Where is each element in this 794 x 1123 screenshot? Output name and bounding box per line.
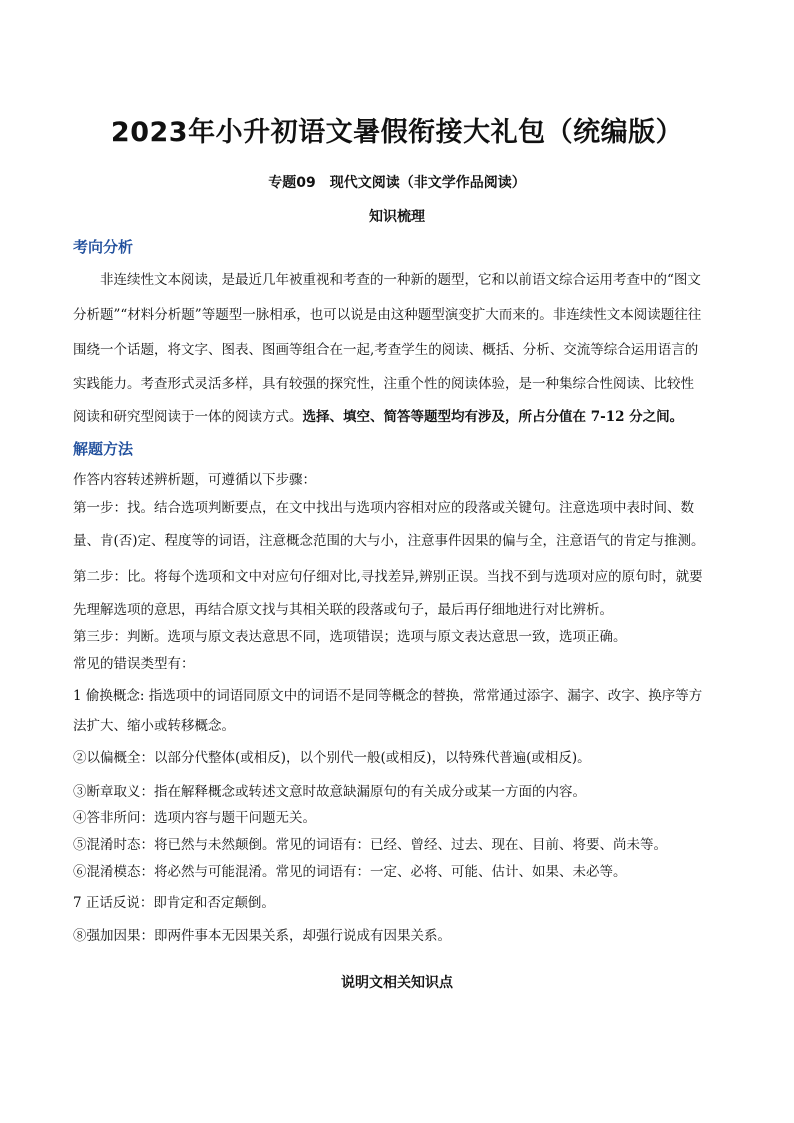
error-type-item: ⑥混淆模态：将必然与可能混淆。常见的词语有：一定、必将、可能、估计、如果、未必等。	[73, 864, 627, 880]
paragraph-line: 分析题”“材料分析题”等题型一脉相承，也可以说是由这种题型演变扩大而来的。非连续性文本阅读题往往	[73, 307, 702, 323]
error-type-item: 法扩大、缩小或转移概念。	[73, 718, 235, 734]
knowledge-heading: 知识梳理	[369, 209, 425, 225]
method-line: 第三步：判断。选项与原文表达意思不同，选项错误；选项与原文表达意思一致，选项正确。	[73, 629, 627, 645]
document-subtitle: 专题09 现代文阅读（非文学作品阅读）	[268, 175, 526, 191]
method-line: 第一步：找。结合选项判断要点，在文中找出与选项内容相对应的段落或关键句。注意选项中表时间、数	[73, 500, 694, 516]
section-heading-analysis: 考向分析	[73, 238, 134, 256]
method-line: 量、肯(否)定、程度等的词语，注意概念范围的大与小，注意事件因果的偏与全，注意语气的肯定与推测。	[73, 533, 705, 549]
paragraph-line: 非连续性文本阅读，是最近几年被重视和考查的一种新的题型，它和以前语文综合运用考查中的“图文	[100, 272, 701, 288]
error-type-item: 1 偷换概念: 指选项中的词语同原文中的词语不是同等概念的替换，常常通过添字、漏字、改字、换序等方	[73, 688, 703, 704]
error-type-item: ③断章取义：指在解释概念或转述文意时故意缺漏原句的有关成分或某一方面的内容。	[73, 784, 586, 800]
method-line: 先理解选项的意思，再结合原文找与其相关联的段落或句子，最后再仔细地进行对比辨析。	[73, 602, 613, 618]
paragraph-line: 围绕一个话题，将文字、图表、图画等组合在一起,考查学生的阅读、概括、分析、交流等综合运用语言的	[73, 342, 699, 358]
section-heading-method: 解题方法	[73, 440, 134, 458]
paragraph-line	[73, 405, 683, 425]
paragraph-text: 阅读和研究型阅读于一体的阅读方式。	[73, 409, 303, 425]
error-type-item: ⑧强加因果：即两件事本无因果关系，却强行说成有因果关系。	[73, 928, 451, 944]
paragraph-line: 实践能力。考查形式灵活多样，具有较强的探究性，注重个性的阅读体验，是一种集综合性阅读、比较性	[73, 376, 694, 392]
method-line: 作答内容转述辨析题，可遵循以下步骤：	[73, 472, 316, 488]
error-type-item: ④答非所问：选项内容与题干问题无关。	[73, 810, 316, 826]
paragraph-emphasis: 选择、填空、简答等题型均有涉及，所占分值在 7-12 分之间。	[302, 409, 684, 425]
error-type-item: ⑤混淆时态：将已然与未然颠倒。常见的词语有：已经、曾经、过去、现在、目前、将要、尚未等。	[73, 837, 667, 853]
bottom-heading: 说明文相关知识点	[341, 975, 453, 991]
document-title: 2023年小升初语文暑假衔接大礼包（统编版）	[110, 117, 684, 148]
error-type-item: 7 正话反说：即肯定和否定颠倒。	[73, 895, 275, 911]
method-line: 常见的错误类型有：	[73, 656, 195, 672]
error-type-item: ②以偏概全：以部分代整体(或相反)，以个别代一般(或相反)，以特殊代普遍(或相反)。	[73, 750, 591, 766]
method-line: 第二步：比。将每个选项和文中对应句仔细对比,寻找差异,辨别正误。当找不到与选项对应的原句时，就要	[73, 569, 703, 585]
